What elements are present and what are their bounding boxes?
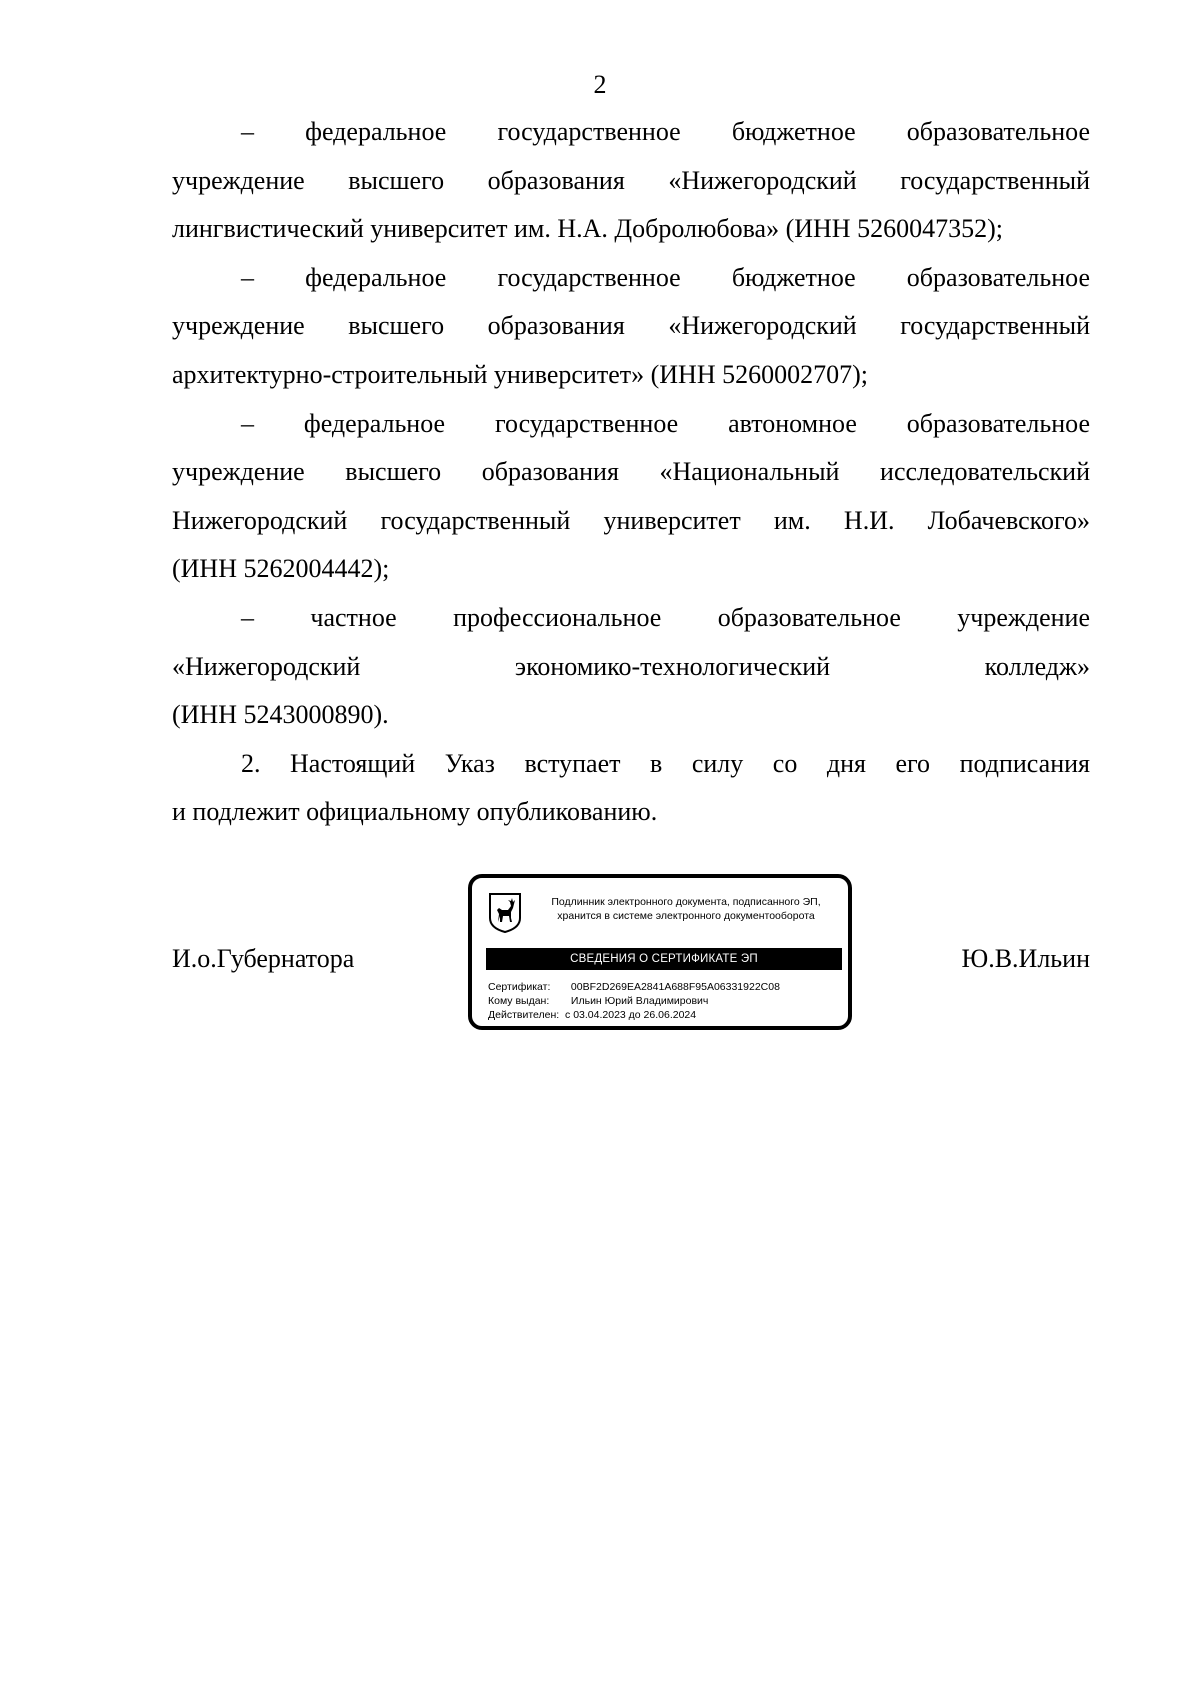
text-line: учреждение высшего образования «Нижегородский государственный: [172, 311, 1090, 341]
text-line: «Нижегородский экономико-технологический колледж»: [172, 651, 1090, 681]
text-line: и подлежит официальному опубликованию.: [172, 797, 658, 827]
list-item-ling-university: [172, 108, 1090, 254]
text-line: Нижегородский государственный университет им. Н.И. Лобачевского»: [172, 505, 1090, 535]
text-line: (ИНН 5243000890).: [172, 700, 389, 730]
validity-label: Действителен:: [488, 1009, 563, 1021]
text-line: – федеральное государственное бюджетное образовательное: [241, 262, 1090, 292]
signatory-position: И.о.Губернатора: [172, 944, 355, 973]
text-line: учреждение высшего образования «Национальный исследовательский: [172, 457, 1090, 487]
signatory-name: Ю.В.Ильин: [961, 944, 1090, 973]
certificate-label: Сертификат:: [488, 981, 554, 993]
validity-value: с 03.04.2023 до 26.06.2024: [565, 1009, 697, 1021]
stamp-header-line: Подлинник электронного документа, подписанного ЭП,: [551, 896, 821, 908]
validity-row: [488, 1008, 838, 1022]
clause-effective-date: [172, 740, 1090, 837]
stamp-header-line: хранится в системе электронного документооборота: [557, 910, 815, 922]
certificate-row: [488, 980, 838, 994]
text-line: архитектурно-строительный университет» (ИНН 5260002707);: [172, 359, 868, 389]
document-body: [172, 108, 1090, 837]
certificate-value: 00BF2D269EA2841A688F95A06331922C08: [570, 981, 780, 993]
list-item-arch-university: [172, 254, 1090, 400]
owner-value: Ильин Юрий Владимирович: [570, 995, 709, 1007]
text-line: – федеральное государственное бюджетное образовательное: [241, 117, 1090, 146]
text-line: – частное профессиональное образовательное учреждение: [241, 602, 1090, 632]
list-item-lobachevsky-university: [172, 400, 1090, 594]
certificate-details: [488, 980, 838, 1022]
owner-row: [488, 994, 838, 1008]
text-line: – федеральное государственное автономное образовательное: [241, 408, 1090, 438]
owner-label: Кому выдан:: [488, 995, 553, 1007]
list-item-college: [172, 594, 1090, 740]
stamp-header: [526, 895, 846, 923]
text-line: (ИНН 5262004442);: [172, 554, 390, 584]
deer-emblem-icon: [488, 892, 522, 934]
text-line: лингвистический университет им. Н.А. Добролюбова» (ИНН 5260047352);: [172, 214, 1003, 244]
text-line: 2. Настоящий Указ вступает в силу со дня его подписания: [241, 748, 1090, 778]
electronic-signature-stamp: [468, 874, 852, 1030]
page-number: 2: [593, 70, 607, 99]
certificate-info-title: СВЕДЕНИЯ О СЕРТИФИКАТЕ ЭП: [486, 948, 842, 970]
text-line: учреждение высшего образования «Нижегородский государственный: [172, 165, 1090, 195]
